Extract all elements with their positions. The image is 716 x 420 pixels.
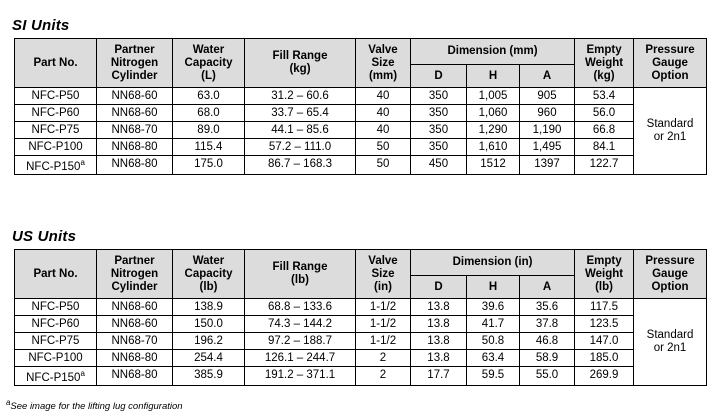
cell-part: NFC-P50 [15,299,97,316]
footnote: $^a$See image for the lifting lug configuration [6,398,183,413]
cell-valve: 1-1/2 [356,333,411,350]
cell-part: NFC-P100 [15,139,97,156]
cell-h: 50.8 [467,333,520,350]
cell-h: 1512 [467,156,520,175]
header-fill-range: Fill Range (kg) [245,39,356,88]
cell-d: 13.8 [411,350,467,367]
si-units-table [14,38,707,175]
header-partner-cylinder: Partner Nitrogen Cylinder [97,39,173,88]
cell-a: 58.9 [520,350,575,367]
header-part-no: Part No. [15,39,97,88]
cell-part: NFC-P60 [15,105,97,122]
cell-h: 1,610 [467,139,520,156]
cell-a: 55.0 [520,367,575,386]
header-dimension: Dimension (in) [411,250,575,276]
cell-partner: NN68-60 [97,299,173,316]
table-row [15,139,707,156]
header-water-capacity: Water Capacity (lb) [173,250,245,299]
cell-weight: 185.0 [575,350,634,367]
cell-part: NFC-P60 [15,316,97,333]
cell-water: 385.9 [173,367,245,386]
cell-water: 196.2 [173,333,245,350]
cell-valve: 2 [356,350,411,367]
cell-weight: 123.5 [575,316,634,333]
cell-partner: NN68-80 [97,350,173,367]
cell-valve: 50 [356,139,411,156]
cell-fill: 33.7 – 65.4 [245,105,356,122]
cell-weight: 66.8 [575,122,634,139]
cell-pressure-option: Standard or 2n1 [634,299,707,386]
cell-partner: NN68-80 [97,139,173,156]
cell-a: 1,495 [520,139,575,156]
cell-part: NFC-P150$^a$ [15,367,97,386]
header-empty-weight: Empty Weight (lb) [575,250,634,299]
cell-weight: 117.5 [575,299,634,316]
cell-water: 89.0 [173,122,245,139]
cell-d: 350 [411,139,467,156]
cell-h: 1,005 [467,88,520,105]
cell-partner: NN68-80 [97,367,173,386]
cell-valve: 50 [356,156,411,175]
us-units-table [14,249,707,386]
cell-weight: 56.0 [575,105,634,122]
cell-h: 41.7 [467,316,520,333]
table-row [15,88,707,105]
cell-fill: 126.1 – 244.7 [245,350,356,367]
table-row [15,350,707,367]
cell-d: 13.8 [411,333,467,350]
header-valve-size: Valve Size (in) [356,250,411,299]
cell-h: 1,290 [467,122,520,139]
cell-part: NFC-P75 [15,122,97,139]
cell-part: NFC-P50 [15,88,97,105]
table-row [15,333,707,350]
cell-partner: NN68-80 [97,156,173,175]
header-dim-d: D [411,276,467,299]
cell-h: 1,060 [467,105,520,122]
header-pressure-gauge: Pressure Gauge Option [634,250,707,299]
cell-water: 68.0 [173,105,245,122]
cell-fill: 97.2 – 188.7 [245,333,356,350]
cell-h: 63.4 [467,350,520,367]
cell-weight: 53.4 [575,88,634,105]
cell-fill: 44.1 – 85.6 [245,122,356,139]
header-valve-size: Valve Size (mm) [356,39,411,88]
cell-d: 350 [411,105,467,122]
cell-water: 175.0 [173,156,245,175]
cell-a: 960 [520,105,575,122]
table-row [15,156,707,175]
header-partner-cylinder: Partner Nitrogen Cylinder [97,250,173,299]
cell-part: NFC-P150$^a$ [15,156,97,175]
cell-partner: NN68-60 [97,316,173,333]
table-row [15,316,707,333]
cell-water: 138.9 [173,299,245,316]
header-part-no: Part No. [15,250,97,299]
header-empty-weight: Empty Weight (kg) [575,39,634,88]
cell-a: 1,190 [520,122,575,139]
cell-fill: 31.2 – 60.6 [245,88,356,105]
us-units-title: US Units [12,228,77,245]
cell-h: 39.6 [467,299,520,316]
cell-h: 59.5 [467,367,520,386]
cell-valve: 2 [356,367,411,386]
cell-valve: 40 [356,122,411,139]
cell-weight: 84.1 [575,139,634,156]
cell-d: 13.8 [411,299,467,316]
cell-d: 350 [411,122,467,139]
cell-a: 905 [520,88,575,105]
cell-water: 254.4 [173,350,245,367]
cell-d: 450 [411,156,467,175]
cell-fill: 57.2 – 111.0 [245,139,356,156]
cell-fill: 86.7 – 168.3 [245,156,356,175]
cell-partner: NN68-70 [97,333,173,350]
cell-weight: 269.9 [575,367,634,386]
cell-valve: 40 [356,88,411,105]
cell-a: 35.6 [520,299,575,316]
cell-weight: 147.0 [575,333,634,350]
header-dim-d: D [411,65,467,88]
header-water-capacity: Water Capacity (L) [173,39,245,88]
table-row [15,122,707,139]
cell-pressure-option: Standard or 2n1 [634,88,707,175]
cell-fill: 68.8 – 133.6 [245,299,356,316]
cell-d: 17.7 [411,367,467,386]
header-dim-a: A [520,65,575,88]
header-pressure-gauge: Pressure Gauge Option [634,39,707,88]
table-row [15,367,707,386]
header-dim-h: H [467,276,520,299]
cell-partner: NN68-60 [97,105,173,122]
cell-a: 1397 [520,156,575,175]
header-dim-h: H [467,65,520,88]
header-fill-range: Fill Range (lb) [245,250,356,299]
si-units-title: SI Units [12,17,70,34]
cell-valve: 40 [356,105,411,122]
cell-water: 115.4 [173,139,245,156]
cell-d: 350 [411,88,467,105]
table-row [15,299,707,316]
cell-valve: 1-1/2 [356,316,411,333]
cell-a: 46.8 [520,333,575,350]
cell-partner: NN68-70 [97,122,173,139]
table-row [15,105,707,122]
cell-weight: 122.7 [575,156,634,175]
cell-a: 37.8 [520,316,575,333]
cell-partner: NN68-60 [97,88,173,105]
cell-part: NFC-P75 [15,333,97,350]
cell-d: 13.8 [411,316,467,333]
cell-fill: 74.3 – 144.2 [245,316,356,333]
cell-part: NFC-P100 [15,350,97,367]
header-dimension: Dimension (mm) [411,39,575,65]
header-dim-a: A [520,276,575,299]
cell-fill: 191.2 – 371.1 [245,367,356,386]
cell-valve: 1-1/2 [356,299,411,316]
cell-water: 150.0 [173,316,245,333]
cell-water: 63.0 [173,88,245,105]
